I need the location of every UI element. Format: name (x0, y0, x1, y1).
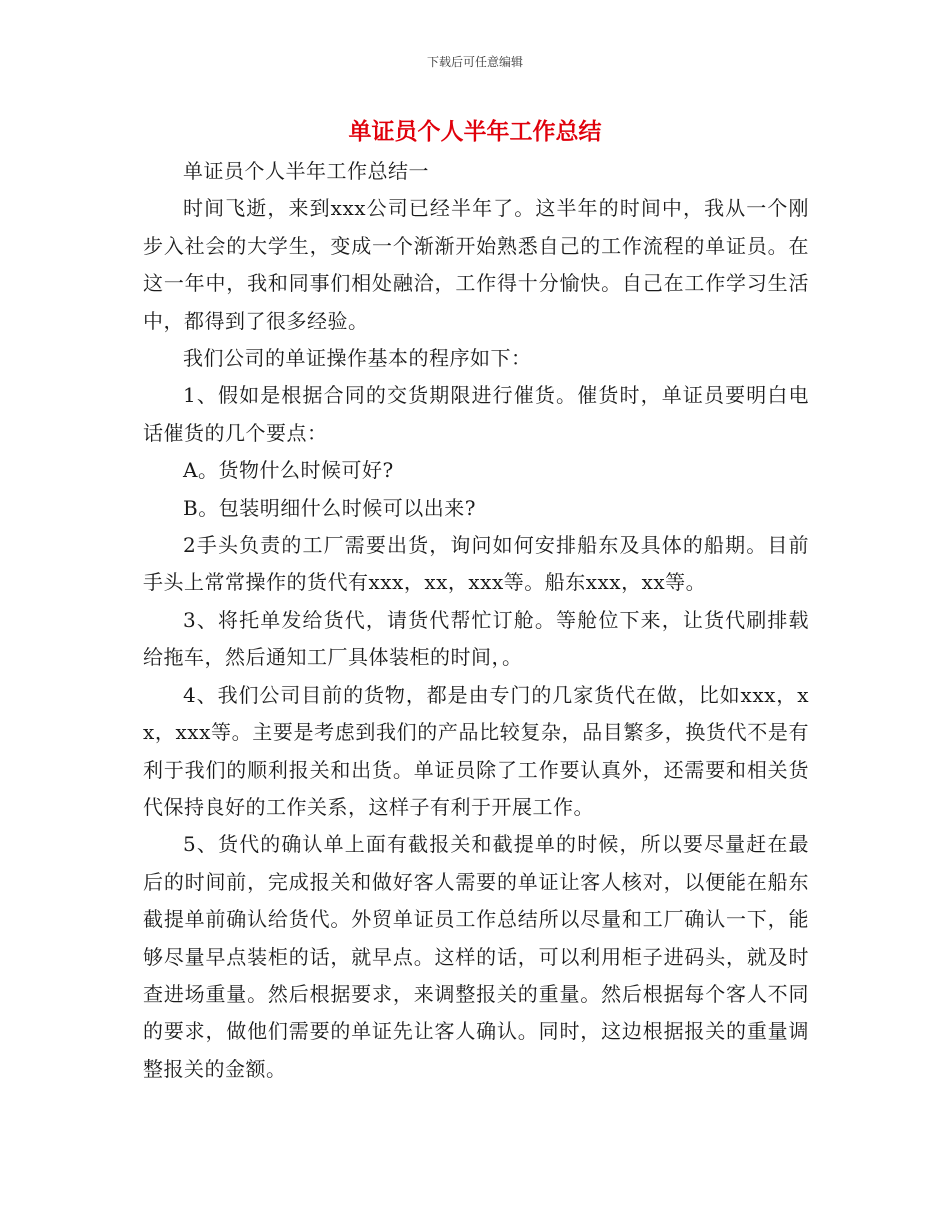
document-title: 单证员个人半年工作总结 (348, 119, 602, 145)
paragraph-step-3: 3、将托单发给货代，请货代帮忙订舱。等舱位下来，让货代刷排载给拖车，然后通知工厂具体装柜的时间，。 (143, 607, 809, 670)
paragraph-procedure-lead: 我们公司的单证操作基本的程序如下： (183, 346, 532, 371)
document-body (143, 153, 809, 1088)
paragraph-point-a: A。货物什么时候可好? (183, 458, 394, 483)
paragraph-subtitle: 单证员个人半年工作总结一 (183, 159, 429, 183)
header-note: 下载后可任意编辑 (426, 55, 523, 69)
paragraph-step-4: 4、我们公司目前的货物，都是由专门的几家货代在做，比如xxx，xx，xxx等。主要是考虑到我们的产品比较复杂，品目繁多，换货代不是有利于我们的顺利报关和出货。单证员除了工作要认真外，还需要和相关货代保持良好的工作关系，这样子有利于开展工作。 (143, 682, 809, 819)
paragraph-intro: 时间飞逝，来到xxx公司已经半年了。这半年的时间中，我从一个刚步入社会的大学生，变成一个渐渐开始熟悉自己的工作流程的单证员。在这一年中，我和同事们相处融洽，工作得十分愉快。自己在工作学习生活中，都得到了很多经验。 (143, 196, 809, 333)
paragraph-step-5: 5、货代的确认单上面有截报关和截提单的时候，所以要尽量赶在最后的时间前，完成报关和做好客人需要的单证让客人核对，以便能在船东截提单前确认给货代。外贸单证员工作总结所以尽量和工厂确认一下，能够尽量早点装柜的话，就早点。这样的话，可以利用柜子进码头，就及时查进场重量。然后根据要求，来调整报关的重量。然后根据每个客人不同的要求，做他们需要的单证先让客人确认。同时，这边根据报关的重量调整报关的金额。 (143, 832, 809, 1081)
paragraph-step-1: 1、假如是根据合同的交货期限进行催货。催货时，单证员要明白电话催货的几个要点： (143, 383, 809, 445)
paragraph-step-2: 2手头负责的工厂需要出货，询问如何安排船东及具体的船期。目前手头上常常操作的货代有xxx，xx，xxx等。船东xxx，xx等。 (143, 533, 809, 595)
paragraph-point-b: B。包装明细什么时候可以出来? (183, 495, 476, 520)
